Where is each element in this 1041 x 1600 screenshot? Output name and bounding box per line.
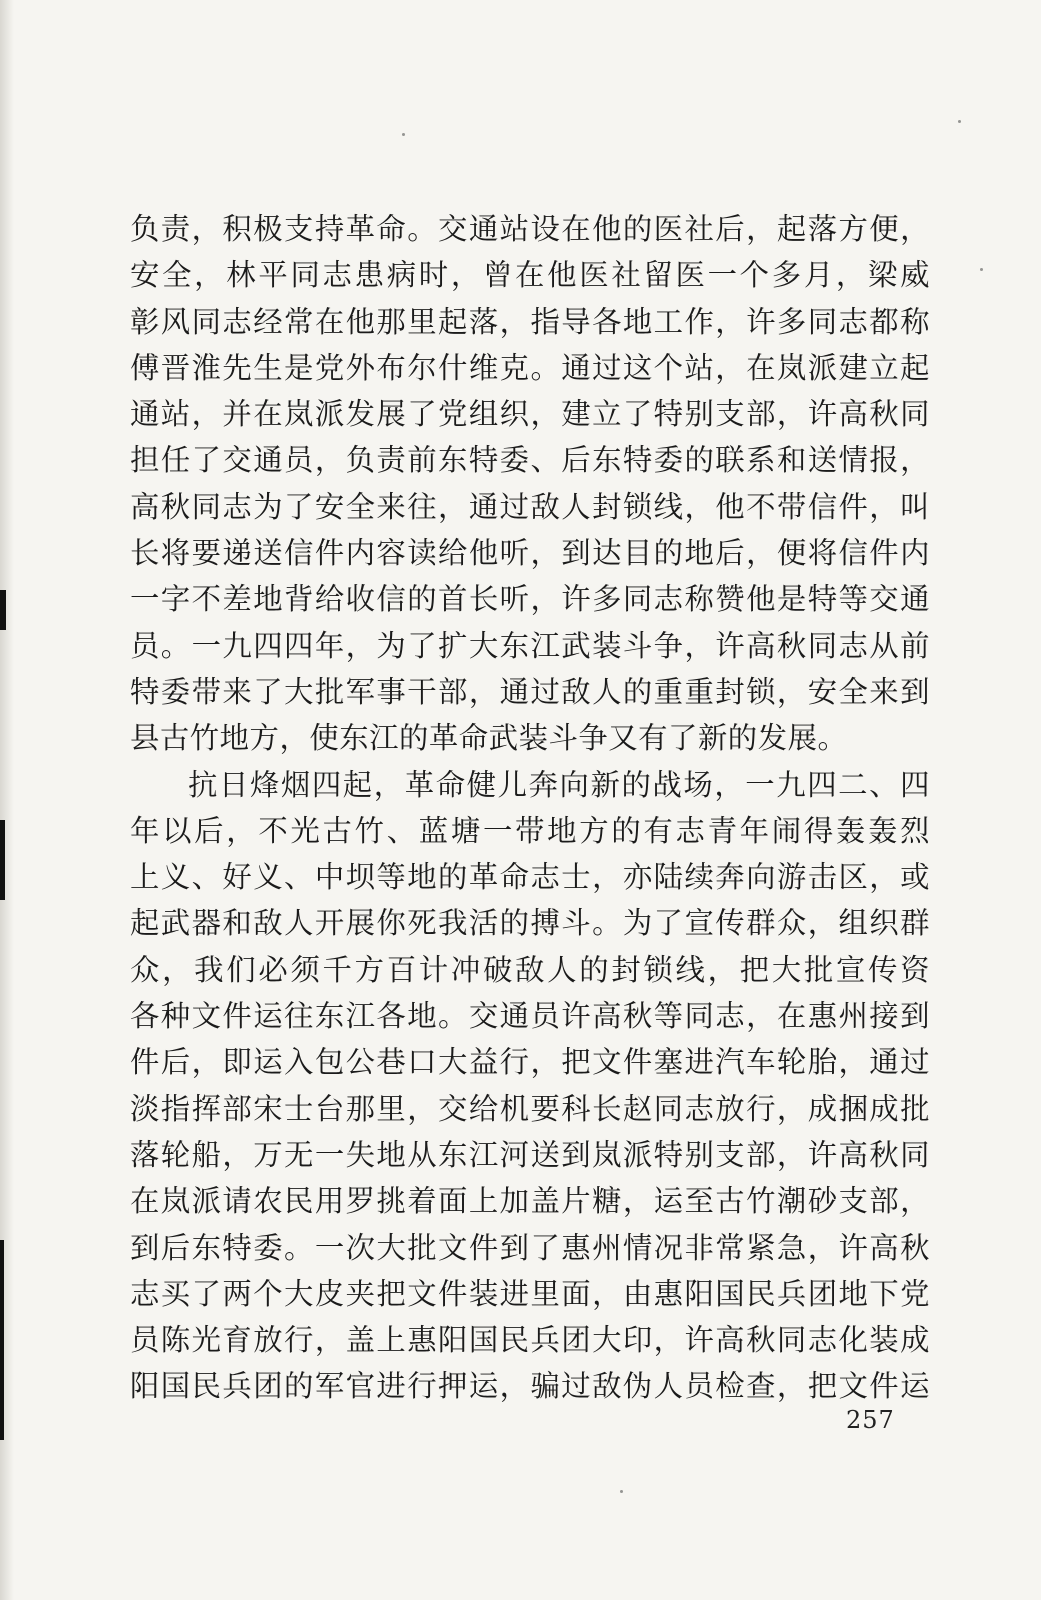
text-line: 安全，林平同志患病时，曾在他医社留医一个多月，梁威: [130, 258, 930, 293]
text-line: 长将要递送信件内容读给他听，到达目的地后，便将信件内: [130, 536, 930, 571]
text-line: 抗日烽烟四起，革命健儿奔向新的战场，一九四二、四: [188, 767, 930, 802]
scan-edge-mark: [0, 1240, 4, 1440]
text-line: 员。一九四四年，为了扩大东江武装斗争，许高秋同志从前: [130, 628, 930, 663]
page-number: 257: [846, 1406, 895, 1434]
text-line: 到后东特委。一次大批文件到了惠州情况非常紧急，许高秋: [130, 1230, 930, 1265]
paragraph-1: [130, 206, 930, 762]
text-line: 在岚派请农民用罗挑着面上加盖片糖，运至古竹潮砂支部，: [130, 1184, 930, 1219]
text-line: 特委带来了大批军事干部，通过敌人的重重封锁，安全来到: [130, 674, 930, 709]
text-line: 员陈光育放行，盖上惠阳国民兵团大印，许高秋同志化装成: [130, 1323, 930, 1358]
text-line: 通站，并在岚派发展了党组织，建立了特别支部，许高秋同: [130, 397, 930, 432]
body-text: [130, 206, 930, 1410]
scan-speck: [402, 133, 405, 136]
scan-edge-mark: [0, 590, 6, 630]
text-line: 担任了交通员，负责前东特委、后东特委的联系和送情报，: [130, 443, 930, 478]
text-line: 上义、好义、中坝等地的革命志士，亦陆续奔向游击区，或: [130, 860, 930, 895]
text-line: 负责，积极支持革命。交通站设在他的医社后，起落方便，: [130, 212, 930, 246]
scan-speck: [980, 268, 983, 271]
paragraph-2: [130, 762, 930, 1410]
text-line: 一字不差地背给收信的首长听，许多同志称赞他是特等交通: [130, 582, 930, 617]
scan-speck: [958, 120, 961, 123]
text-line: 县古竹地方，使东江的革命武装斗争又有了新的发展。: [130, 721, 848, 756]
text-line: 淡指挥部宋士台那里，交给机要科长赵同志放行，成捆成批: [130, 1091, 930, 1126]
text-line: 各种文件运往东江各地。交通员许高秋等同志，在惠州接到: [130, 999, 930, 1034]
text-line: 起武器和敌人开展你死我活的搏斗。为了宣传群众，组织群: [130, 906, 930, 941]
text-line: 彰风同志经常在他那里起落，指导各地工作，许多同志都称: [130, 304, 930, 339]
text-line: 件后，即运入包公巷口大益行，把文件塞进汽车轮胎，通过: [130, 1045, 930, 1080]
text-line: 傅晋淮先生是党外布尔什维克。通过这个站，在岚派建立起: [130, 350, 930, 385]
scan-speck: [620, 1490, 623, 1493]
text-line: 众，我们必须千方百计冲破敌人的封锁线，把大批宣传资: [130, 952, 930, 987]
text-line: 高秋同志为了安全来往，通过敌人封锁线，他不带信件，叫: [130, 489, 930, 524]
text-line: 志买了两个大皮夹把文件装进里面，由惠阳国民兵团地下党: [130, 1276, 930, 1311]
text-line: 阳国民兵团的军官进行押运，骗过敌伪人员检查，把文件运: [130, 1369, 930, 1404]
text-line: 年以后，不光古竹、蓝塘一带地方的有志青年闹得轰轰烈: [130, 813, 930, 848]
text-line: 落轮船，万无一失地从东江河送到岚派特别支部，许高秋同: [130, 1137, 930, 1172]
scan-edge-mark: [0, 820, 5, 900]
